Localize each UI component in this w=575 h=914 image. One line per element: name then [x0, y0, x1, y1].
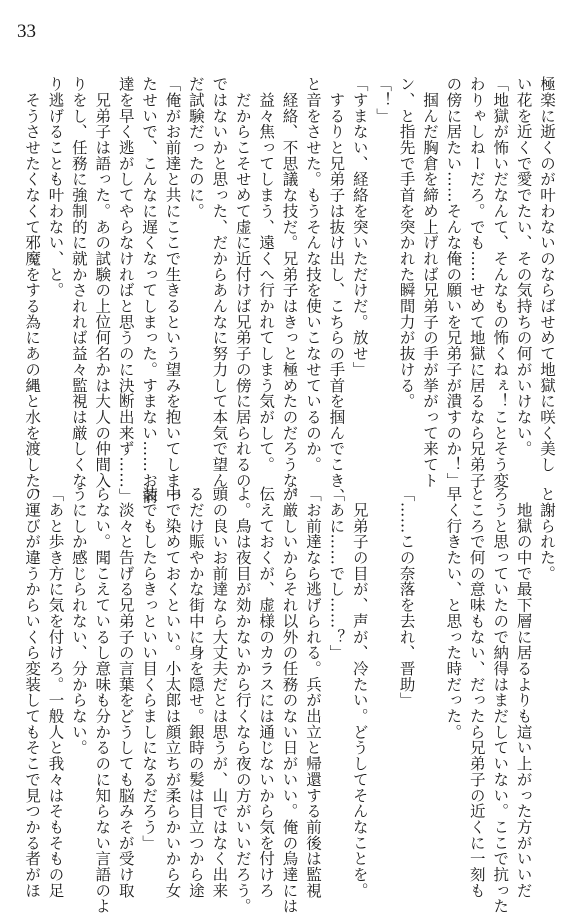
text-line: よ。鳥は夜目が効かないから行くなら夜の方がいいだろう。: [233, 486, 252, 914]
text-line: だ試験だったのに。: [186, 76, 205, 219]
text-line: [418, 486, 441, 880]
text-line: だからこそせめて虚に近付けば兄弟子の傍に居られるの: [233, 76, 252, 489]
lower-text-block: [20, 486, 558, 914]
text-line: い花を近くで愛でたい、その気持ちの何がいけない。: [514, 76, 533, 457]
text-line: ろうと思っていたので納得はまだしていない。ここで抗った: [491, 486, 510, 914]
text-line: 「……この奈落を去れ、晋助」: [397, 486, 416, 708]
text-line: 「すまない、経絡を突いただけだ。放せ」: [350, 76, 369, 378]
text-line: ン、と指先で手首を突かれた瞬間力が抜ける。: [397, 76, 416, 409]
text-line: 経絡、不思議な技だ。兄弟子はきっと極めたのだろうな。: [280, 76, 299, 504]
text-line: 「俺がお前達と共にここで生きるという望みを抱いてしまっ: [163, 76, 182, 504]
text-line: 淡々と告げる兄弟子の言葉をどうしても脳みそが受け取: [116, 486, 135, 899]
text-line: ではないかと思った、だからあんなに努力して本気で望ん: [210, 76, 229, 489]
text-line: 「！」: [374, 76, 393, 124]
text-line: 中で染めておくといい。小太郎は顔立ちが柔らかいから女: [163, 486, 182, 899]
text-line: りをし、任務に強制的に就かされれば益々監視は厳しくな: [69, 76, 88, 489]
page-number: 33: [17, 21, 36, 42]
text-line: するりと兄弟子は抜け出し、こちらの手首を掴んでこき、: [327, 76, 346, 504]
text-line: るだけ賑やかな街中に身を隠せ。銀時の髪は目立つから途: [186, 486, 205, 899]
text-line: が厳しいからそれ以外の任務のない日がいい。俺の烏達には: [280, 486, 299, 914]
text-line: 「お前達なら逃げられる。兵が出立と帰還する前後は監視: [303, 486, 322, 899]
text-line: 益々焦ってしまう、遠くへ行かれてしまう気がして。: [257, 76, 276, 473]
text-line: の運びが違うからいくら変装してもそこで見つかる者がほ: [23, 486, 42, 899]
upper-text-block: [20, 76, 558, 504]
text-line: 地獄の中で最下層に居るよりも這い上がった方がいいだ: [514, 486, 533, 899]
text-line: うにしか感じられない、分からない。: [69, 486, 88, 756]
text-line: 「地獄が怖いだなんて、そんなもの怖くねぇ！ことそう変: [491, 76, 510, 489]
text-line: ところで何の意味もない、だったら兄弟子の近くに一刻も: [467, 486, 486, 899]
text-line: と謝られた。: [538, 486, 556, 582]
text-line: らない。聞こえているし意味も分かるのに知らない言語のよ: [93, 486, 112, 914]
text-line: り逃げることも叶わない、と。: [46, 76, 65, 298]
text-line: わりゃしねーだろ。でも……せめて地獄に居るなら兄弟子: [467, 76, 486, 489]
text-line: 装でもしたらきっといい目くらましになるだろう」: [140, 486, 159, 851]
text-line: 伝えておくが、虚様のカラスには通じないから気を付けろ: [257, 486, 276, 899]
text-line: たせいで、こんなに遅くなってしまった。すまない……お前: [140, 76, 159, 504]
text-line: 極楽に逝くのが叶わないのならばせめて地獄に咲く美し: [538, 76, 556, 473]
text-line: 「あに……でし……？」: [327, 486, 346, 661]
text-line: 掴んだ胸倉を締め上げれば兄弟子の手が挙がって来てト: [420, 76, 439, 489]
text-line: の傍に居たい……そんな俺の願いを兄弟子が潰すのか！」: [444, 76, 463, 489]
text-line: [371, 486, 394, 880]
text-line: 兄弟子は語った。あの試験の上位何名かは大人の仲間入: [93, 76, 112, 489]
text-line: 早く行きたい、と思った時だった。: [444, 486, 463, 740]
text-line: 「あと歩き方に気を付けろ。一般人と我々はそもそもの足: [46, 486, 65, 899]
text-line: 達を早く逃がしてやらなければと思うのに決断出来ず……」: [116, 76, 135, 504]
text-line: 兄弟子の目が、声が、冷たい。どうしてそんなことを。: [350, 486, 369, 899]
text-line: そうさせたくなくて邪魔をする為にあの縄と水を渡した、: [23, 76, 42, 504]
text-line: と音をさせた。もうそんな技を使いこなせているのか。: [303, 76, 322, 473]
text-line: 頭の良いお前達なら大丈夫だとは思うが、山ではなく出来: [210, 486, 229, 899]
